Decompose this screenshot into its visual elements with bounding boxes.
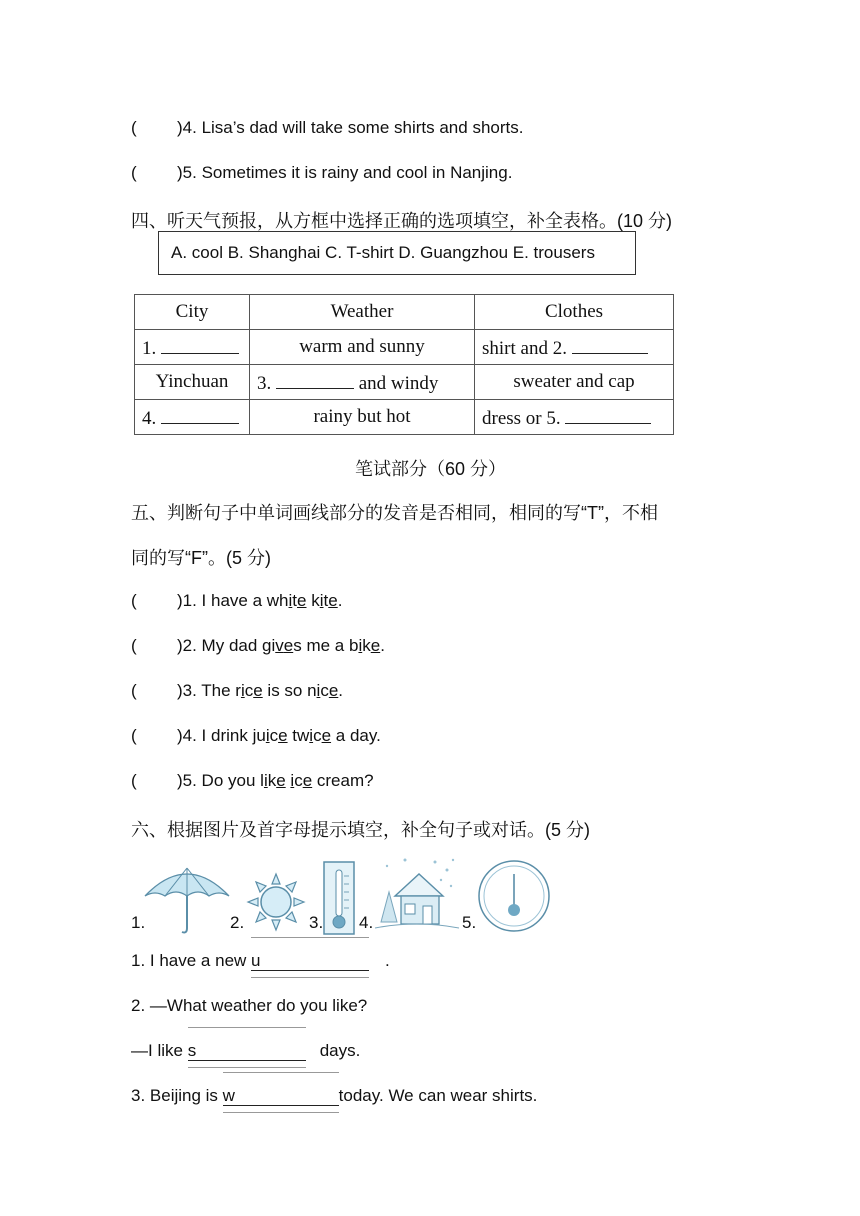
question-text: k bbox=[267, 771, 277, 790]
pronunciation-question bbox=[131, 636, 385, 656]
question-text: )3. The r bbox=[177, 681, 241, 700]
answer-paren[interactable]: ( bbox=[131, 771, 137, 790]
weather-table bbox=[134, 294, 674, 435]
answer-blank[interactable] bbox=[161, 405, 239, 424]
written-section-heading: 笔试部分（60 分） bbox=[355, 459, 507, 479]
question-text: s me a b bbox=[293, 636, 359, 655]
underlined-letter: v bbox=[275, 636, 284, 655]
underlined-letter: e bbox=[253, 681, 263, 700]
underlined-letter: i bbox=[263, 771, 268, 790]
underlined-letter: i bbox=[358, 636, 363, 655]
question-text: )4. I drink ju bbox=[177, 726, 266, 745]
picture-number: 2. bbox=[230, 913, 245, 932]
picture-row bbox=[0, 850, 860, 940]
table-cell: sweater and cap bbox=[475, 365, 674, 400]
underlined-letter: i bbox=[265, 726, 270, 745]
question-text: . bbox=[338, 681, 344, 700]
underlined-letter: i bbox=[309, 726, 314, 745]
answer-paren[interactable]: ( bbox=[131, 681, 137, 700]
question-text: . bbox=[380, 636, 385, 655]
picture-number: 4. bbox=[359, 913, 374, 932]
snowy-house-icon bbox=[375, 852, 459, 936]
section-5-title-cont: 同的写“F”。(5 分) bbox=[131, 548, 271, 568]
question-text: t bbox=[292, 591, 298, 610]
picture-number: 1. bbox=[131, 913, 146, 932]
underlined-letter: e bbox=[278, 726, 288, 745]
table-cell[interactable]: dress or 5. bbox=[475, 400, 674, 435]
section-4-title: 四、听天气预报，从方框中选择正确的选项填空，补全表格。(10 分) bbox=[131, 211, 673, 231]
answer-blank[interactable]: s bbox=[188, 1041, 306, 1061]
umbrella-icon bbox=[143, 860, 231, 936]
answer-paren[interactable]: ( bbox=[131, 591, 137, 610]
underlined-letter: e bbox=[328, 681, 339, 700]
underlined-letter: i bbox=[288, 591, 293, 610]
underlined-letter: e bbox=[321, 726, 332, 745]
question-text: c bbox=[294, 771, 303, 790]
question-text: c bbox=[313, 726, 322, 745]
underlined-letter: i bbox=[290, 771, 295, 790]
options-box: A. cool B. Shanghai C. T-shirt D. Guangzhou E. trousers bbox=[158, 231, 636, 275]
answer-paren[interactable]: ( bbox=[131, 118, 137, 137]
question-text: cream? bbox=[312, 771, 374, 790]
thermometer-dial-icon bbox=[476, 858, 552, 934]
underlined-letter: e bbox=[283, 636, 294, 655]
section-6-title: 六、根据图片及首字母提示填空，补全句子或对话。(5 分) bbox=[131, 820, 590, 840]
underlined-letter: e bbox=[370, 636, 381, 655]
question-text: t bbox=[323, 591, 329, 610]
question-text: c bbox=[269, 726, 279, 745]
table-header: Weather bbox=[250, 295, 475, 330]
picture-number: 3. bbox=[309, 913, 324, 932]
underlined-letter: i bbox=[316, 681, 321, 700]
pronunciation-question bbox=[131, 771, 374, 791]
section-5-title: 五、判断句子中单词画线部分的发音是否相同，相同的写“T”，不相 bbox=[131, 503, 658, 523]
question-text: a day. bbox=[331, 726, 381, 745]
sentence-2-answer: —I like s days. bbox=[131, 1041, 360, 1061]
underlined-letter: e bbox=[328, 591, 338, 610]
question-text: is so n bbox=[262, 681, 317, 700]
sun-icon bbox=[245, 872, 307, 932]
table-cell[interactable]: 1. bbox=[135, 330, 250, 365]
question-text: k bbox=[306, 591, 320, 610]
question-text: 4. Lisa’s dad will take some shirts and shorts. bbox=[182, 118, 524, 137]
answer-blank[interactable] bbox=[276, 370, 354, 389]
question-text: ) bbox=[177, 118, 183, 137]
answer-blank[interactable] bbox=[161, 335, 239, 354]
underlined-letter: e bbox=[302, 771, 313, 790]
table-cell[interactable]: 4. bbox=[135, 400, 250, 435]
question-text: . bbox=[337, 591, 343, 610]
table-cell: warm and sunny bbox=[250, 330, 475, 365]
picture-number: 5. bbox=[462, 913, 477, 932]
answer-paren[interactable]: ( bbox=[131, 726, 137, 745]
table-cell[interactable]: shirt and 2. bbox=[475, 330, 674, 365]
answer-blank[interactable]: u bbox=[251, 951, 369, 971]
question-text: )2. My dad gi bbox=[177, 636, 276, 655]
question-text: c bbox=[244, 681, 254, 700]
table-cell: rainy but hot bbox=[250, 400, 475, 435]
table-header: City bbox=[135, 295, 250, 330]
question-text: )1. I have a wh bbox=[177, 591, 289, 610]
sentence-2: 2. —What weather do you like? bbox=[131, 996, 368, 1015]
question-text: 5. Sometimes it is rainy and cool in Nanjing. bbox=[182, 163, 513, 182]
pronunciation-question bbox=[131, 726, 381, 746]
underlined-letter: e bbox=[276, 771, 286, 790]
question-5-row bbox=[131, 163, 512, 183]
question-text: tw bbox=[287, 726, 310, 745]
answer-blank[interactable] bbox=[565, 405, 651, 424]
question-text: k bbox=[362, 636, 371, 655]
pronunciation-question bbox=[131, 681, 343, 701]
pronunciation-question bbox=[131, 591, 342, 611]
underlined-letter: e bbox=[297, 591, 307, 610]
answer-blank[interactable] bbox=[572, 335, 648, 354]
answer-paren[interactable]: ( bbox=[131, 163, 137, 182]
underlined-letter: i bbox=[240, 681, 245, 700]
underlined-letter: i bbox=[319, 591, 324, 610]
question-text: )5. Do you l bbox=[177, 771, 264, 790]
sentence-1: 1. I have a new u . bbox=[131, 951, 390, 971]
sentence-3: 3. Beijing is w today. We can wear shirts. bbox=[131, 1086, 537, 1106]
question-text: ) bbox=[177, 163, 183, 182]
answer-blank[interactable]: w bbox=[223, 1086, 339, 1106]
question-text: c bbox=[320, 681, 329, 700]
table-header: Clothes bbox=[475, 295, 674, 330]
thermometer-icon bbox=[322, 860, 356, 936]
table-cell: Yinchuan bbox=[135, 365, 250, 400]
question-4-row bbox=[131, 118, 523, 138]
answer-paren[interactable]: ( bbox=[131, 636, 137, 655]
table-cell[interactable]: 3. and windy bbox=[250, 365, 475, 400]
